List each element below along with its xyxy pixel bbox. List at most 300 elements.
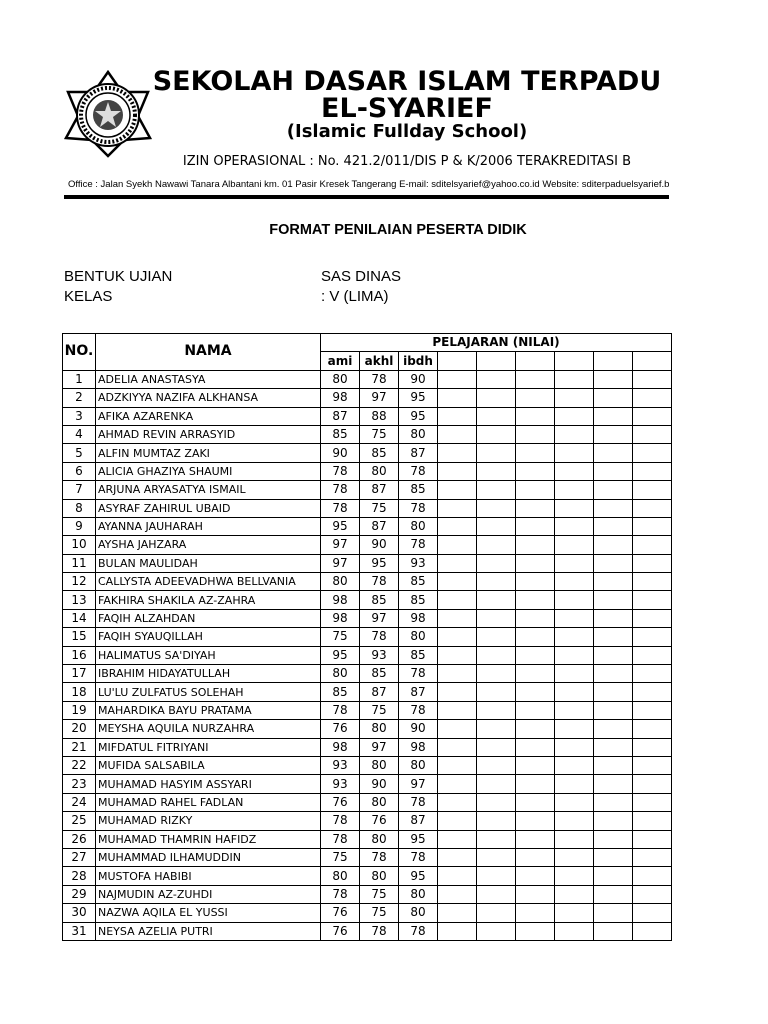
empty-cell <box>477 922 516 940</box>
empty-cell <box>633 738 672 756</box>
empty-cell <box>438 425 477 443</box>
grade-cell: 78 <box>399 499 438 517</box>
grade-cell: 78 <box>360 848 399 866</box>
student-name: AFIKA AZARENKA <box>96 407 321 425</box>
empty-subject-header <box>555 352 594 370</box>
empty-cell <box>438 683 477 701</box>
empty-cell <box>555 885 594 903</box>
table-row <box>63 793 672 811</box>
row-number: 11 <box>63 554 96 572</box>
row-number: 3 <box>63 407 96 425</box>
empty-subject-header <box>438 352 477 370</box>
student-name: AYSHA JAHZARA <box>96 536 321 554</box>
grade-cell: 85 <box>399 591 438 609</box>
grade-cell: 78 <box>399 922 438 940</box>
row-number: 30 <box>63 904 96 922</box>
empty-cell <box>633 462 672 480</box>
empty-cell <box>477 444 516 462</box>
grade-cell: 75 <box>360 885 399 903</box>
grade-cell: 75 <box>360 425 399 443</box>
empty-cell <box>516 904 555 922</box>
empty-cell <box>594 573 633 591</box>
form-title: FORMAT PENILAIAN PESERTA DIDIK <box>269 222 527 238</box>
empty-cell <box>438 756 477 774</box>
empty-cell <box>438 481 477 499</box>
empty-cell <box>555 425 594 443</box>
license-line: IZIN OPERASIONAL : No. 421.2/011/DIS P & K/2006 TERAKREDITASI B <box>182 154 632 169</box>
grade-cell: 80 <box>360 462 399 480</box>
empty-cell <box>633 370 672 388</box>
student-name: MUHAMAD RAHEL FADLAN <box>96 793 321 811</box>
empty-cell <box>516 536 555 554</box>
empty-cell <box>477 370 516 388</box>
empty-cell <box>555 867 594 885</box>
empty-cell <box>633 756 672 774</box>
student-name: MUHAMAD RIZKY <box>96 812 321 830</box>
exam-type-label: BENTUK UJIAN <box>64 268 173 285</box>
student-name: IBRAHIM HIDAYATULLAH <box>96 665 321 683</box>
empty-cell <box>633 812 672 830</box>
grade-cell: 75 <box>321 628 360 646</box>
grade-cell: 90 <box>399 720 438 738</box>
row-number: 9 <box>63 517 96 535</box>
grade-cell: 78 <box>321 812 360 830</box>
empty-cell <box>477 867 516 885</box>
student-name: NEYSA AZELIA PUTRI <box>96 922 321 940</box>
subject-header: ibdh <box>399 352 438 370</box>
school-name-line1: SEKOLAH DASAR ISLAM TERPADU <box>152 66 662 97</box>
grade-cell: 78 <box>399 536 438 554</box>
row-number: 21 <box>63 738 96 756</box>
empty-cell <box>438 499 477 517</box>
empty-cell <box>477 738 516 756</box>
student-name: MIFDATUL FITRIYANI <box>96 738 321 756</box>
grade-cell: 95 <box>321 517 360 535</box>
empty-cell <box>477 573 516 591</box>
empty-cell <box>477 481 516 499</box>
grade-cell: 87 <box>360 683 399 701</box>
empty-cell <box>633 922 672 940</box>
table-row <box>63 389 672 407</box>
table-row <box>63 554 672 572</box>
grade-cell: 97 <box>321 554 360 572</box>
empty-cell <box>594 370 633 388</box>
row-number: 16 <box>63 646 96 664</box>
empty-cell <box>477 830 516 848</box>
empty-cell <box>438 848 477 866</box>
student-name: MUFIDA SALSABILA <box>96 756 321 774</box>
empty-cell <box>438 830 477 848</box>
empty-cell <box>555 517 594 535</box>
row-number: 26 <box>63 830 96 848</box>
grade-cell: 78 <box>321 481 360 499</box>
empty-cell <box>594 628 633 646</box>
student-name: FAQIH SYAUQILLAH <box>96 628 321 646</box>
empty-cell <box>516 499 555 517</box>
empty-cell <box>516 738 555 756</box>
empty-cell <box>555 554 594 572</box>
grade-cell: 78 <box>360 573 399 591</box>
grade-cell: 85 <box>321 683 360 701</box>
grade-cell: 95 <box>399 407 438 425</box>
empty-cell <box>438 407 477 425</box>
empty-cell <box>555 720 594 738</box>
table-row <box>63 646 672 664</box>
empty-cell <box>633 573 672 591</box>
empty-cell <box>438 573 477 591</box>
grade-cell: 75 <box>360 499 399 517</box>
grade-cell: 93 <box>321 756 360 774</box>
grade-cell: 80 <box>360 756 399 774</box>
empty-cell <box>477 775 516 793</box>
empty-cell <box>555 646 594 664</box>
empty-subject-header <box>516 352 555 370</box>
student-name: FAQIH ALZAHDAN <box>96 609 321 627</box>
column-header-no: NO. <box>63 334 96 371</box>
empty-cell <box>555 609 594 627</box>
empty-cell <box>594 683 633 701</box>
empty-cell <box>594 756 633 774</box>
empty-cell <box>438 904 477 922</box>
empty-cell <box>516 646 555 664</box>
empty-cell <box>438 867 477 885</box>
grade-cell: 78 <box>399 701 438 719</box>
empty-cell <box>594 499 633 517</box>
empty-cell <box>555 922 594 940</box>
empty-cell <box>477 536 516 554</box>
grade-table <box>62 333 672 941</box>
empty-cell <box>516 830 555 848</box>
empty-cell <box>633 609 672 627</box>
grade-cell: 88 <box>360 407 399 425</box>
grade-cell: 90 <box>321 444 360 462</box>
student-name: FAKHIRA SHAKILA AZ-ZAHRA <box>96 591 321 609</box>
row-number: 13 <box>63 591 96 609</box>
grade-cell: 78 <box>321 701 360 719</box>
row-number: 10 <box>63 536 96 554</box>
grade-cell: 78 <box>399 793 438 811</box>
empty-cell <box>555 775 594 793</box>
grade-cell: 80 <box>399 756 438 774</box>
empty-cell <box>594 867 633 885</box>
grade-cell: 80 <box>321 370 360 388</box>
student-name: ALFIN MUMTAZ ZAKI <box>96 444 321 462</box>
grade-cell: 80 <box>360 867 399 885</box>
student-name: ARJUNA ARYASATYA ISMAIL <box>96 481 321 499</box>
grade-cell: 90 <box>360 775 399 793</box>
table-row <box>63 720 672 738</box>
grade-cell: 75 <box>360 904 399 922</box>
grade-cell: 78 <box>399 848 438 866</box>
empty-cell <box>477 701 516 719</box>
empty-cell <box>516 554 555 572</box>
empty-cell <box>633 499 672 517</box>
grade-cell: 87 <box>360 481 399 499</box>
column-header-subjects: PELAJARAN (NILAI) <box>321 334 672 352</box>
empty-cell <box>594 425 633 443</box>
grade-cell: 90 <box>399 370 438 388</box>
row-number: 23 <box>63 775 96 793</box>
row-number: 22 <box>63 756 96 774</box>
table-row <box>63 683 672 701</box>
empty-cell <box>633 848 672 866</box>
empty-cell <box>594 701 633 719</box>
grade-cell: 78 <box>360 628 399 646</box>
table-row <box>63 904 672 922</box>
empty-cell <box>516 591 555 609</box>
table-row <box>63 609 672 627</box>
empty-cell <box>477 812 516 830</box>
student-name: NAJMUDIN AZ-ZUHDI <box>96 885 321 903</box>
grade-cell: 97 <box>360 609 399 627</box>
empty-cell <box>516 407 555 425</box>
empty-cell <box>555 389 594 407</box>
grade-cell: 78 <box>399 462 438 480</box>
empty-cell <box>633 885 672 903</box>
table-row <box>63 536 672 554</box>
student-name: MEYSHA AQUILA NURZAHRA <box>96 720 321 738</box>
empty-cell <box>438 591 477 609</box>
grade-cell: 87 <box>360 517 399 535</box>
grade-cell: 98 <box>321 591 360 609</box>
empty-cell <box>633 389 672 407</box>
table-row <box>63 830 672 848</box>
empty-cell <box>555 444 594 462</box>
empty-cell <box>555 756 594 774</box>
row-number: 20 <box>63 720 96 738</box>
row-number: 6 <box>63 462 96 480</box>
table-row <box>63 573 672 591</box>
row-number: 31 <box>63 922 96 940</box>
empty-cell <box>633 444 672 462</box>
grade-cell: 80 <box>321 573 360 591</box>
office-address: Office : Jalan Syekh Nawawi Tanara Albantani km. 01 Pasir Kresek Tangerang E-mail: sditelsyarief@yahoo.co.id Website: sditerpaduelsyarief.b <box>68 179 670 190</box>
empty-cell <box>516 573 555 591</box>
grade-cell: 87 <box>399 444 438 462</box>
empty-cell <box>594 775 633 793</box>
empty-cell <box>477 646 516 664</box>
table-row <box>63 922 672 940</box>
grade-cell: 80 <box>360 720 399 738</box>
grade-cell: 85 <box>399 481 438 499</box>
grade-cell: 75 <box>321 848 360 866</box>
empty-cell <box>594 536 633 554</box>
student-name: LU'LU ZULFATUS SOLEHAH <box>96 683 321 701</box>
row-number: 1 <box>63 370 96 388</box>
grade-cell: 95 <box>321 646 360 664</box>
empty-cell <box>594 720 633 738</box>
grade-cell: 80 <box>360 830 399 848</box>
table-row <box>63 848 672 866</box>
empty-cell <box>438 370 477 388</box>
student-name: CALLYSTA ADEEVADHWA BELLVANIA <box>96 573 321 591</box>
table-row <box>63 591 672 609</box>
grade-cell: 78 <box>321 462 360 480</box>
class-label: KELAS <box>64 288 113 305</box>
grade-cell: 80 <box>399 628 438 646</box>
grade-cell: 80 <box>399 517 438 535</box>
grade-cell: 87 <box>321 407 360 425</box>
empty-cell <box>438 922 477 940</box>
row-number: 14 <box>63 609 96 627</box>
grade-cell: 97 <box>360 738 399 756</box>
empty-cell <box>477 848 516 866</box>
row-number: 24 <box>63 793 96 811</box>
table-row <box>63 885 672 903</box>
school-name-line2: EL-SYARIEF <box>321 93 493 124</box>
row-number: 7 <box>63 481 96 499</box>
empty-subject-header <box>594 352 633 370</box>
student-name: AHMAD REVIN ARRASYID <box>96 425 321 443</box>
table-row <box>63 756 672 774</box>
student-name: NAZWA AQILA EL YUSSI <box>96 904 321 922</box>
table-row <box>63 812 672 830</box>
student-name: ADZKIYYA NAZIFA ALKHANSA <box>96 389 321 407</box>
empty-cell <box>594 554 633 572</box>
empty-cell <box>516 701 555 719</box>
empty-cell <box>594 885 633 903</box>
empty-cell <box>438 609 477 627</box>
empty-cell <box>438 720 477 738</box>
empty-cell <box>477 609 516 627</box>
empty-cell <box>477 793 516 811</box>
empty-cell <box>633 628 672 646</box>
column-header-name: NAMA <box>96 334 321 371</box>
empty-cell <box>555 462 594 480</box>
empty-cell <box>438 701 477 719</box>
empty-cell <box>516 444 555 462</box>
grade-cell: 80 <box>321 665 360 683</box>
table-row <box>63 499 672 517</box>
row-number: 15 <box>63 628 96 646</box>
empty-cell <box>516 793 555 811</box>
grade-cell: 95 <box>399 830 438 848</box>
row-number: 27 <box>63 848 96 866</box>
empty-cell <box>477 462 516 480</box>
empty-cell <box>477 720 516 738</box>
empty-cell <box>438 775 477 793</box>
empty-cell <box>594 665 633 683</box>
grade-cell: 85 <box>360 444 399 462</box>
grade-cell: 76 <box>321 793 360 811</box>
empty-cell <box>594 646 633 664</box>
empty-cell <box>555 683 594 701</box>
empty-cell <box>633 517 672 535</box>
empty-cell <box>516 922 555 940</box>
grade-cell: 98 <box>321 609 360 627</box>
student-name: ALICIA GHAZIYA SHAUMI <box>96 462 321 480</box>
row-number: 2 <box>63 389 96 407</box>
grade-cell: 80 <box>399 425 438 443</box>
empty-cell <box>594 389 633 407</box>
grade-cell: 78 <box>321 499 360 517</box>
empty-cell <box>633 701 672 719</box>
empty-cell <box>633 665 672 683</box>
grade-cell: 98 <box>321 389 360 407</box>
empty-cell <box>555 370 594 388</box>
row-number: 5 <box>63 444 96 462</box>
empty-cell <box>555 701 594 719</box>
empty-cell <box>516 481 555 499</box>
table-row <box>63 462 672 480</box>
table-row <box>63 628 672 646</box>
empty-cell <box>555 738 594 756</box>
row-number: 4 <box>63 425 96 443</box>
row-number: 17 <box>63 665 96 683</box>
empty-cell <box>516 885 555 903</box>
empty-cell <box>516 720 555 738</box>
empty-cell <box>438 665 477 683</box>
empty-cell <box>633 536 672 554</box>
empty-cell <box>633 407 672 425</box>
grade-cell: 85 <box>321 425 360 443</box>
empty-cell <box>477 756 516 774</box>
empty-cell <box>594 591 633 609</box>
header-divider <box>64 195 669 199</box>
empty-cell <box>477 904 516 922</box>
empty-cell <box>516 775 555 793</box>
empty-cell <box>516 628 555 646</box>
empty-cell <box>633 646 672 664</box>
student-name: MUHAMAD HASYIM ASSYARI <box>96 775 321 793</box>
grade-cell: 98 <box>399 738 438 756</box>
grade-cell: 85 <box>360 665 399 683</box>
empty-cell <box>594 407 633 425</box>
grade-cell: 95 <box>399 867 438 885</box>
empty-cell <box>438 793 477 811</box>
empty-cell <box>438 554 477 572</box>
grade-cell: 87 <box>399 812 438 830</box>
student-name: ASYRAF ZAHIRUL UBAID <box>96 499 321 517</box>
grade-cell: 85 <box>360 591 399 609</box>
grade-cell: 80 <box>399 885 438 903</box>
grade-cell: 95 <box>360 554 399 572</box>
empty-cell <box>633 481 672 499</box>
student-name: MUHAMMAD ILHAMUDDIN <box>96 848 321 866</box>
empty-cell <box>633 554 672 572</box>
grade-cell: 76 <box>360 812 399 830</box>
empty-cell <box>438 536 477 554</box>
grade-cell: 98 <box>321 738 360 756</box>
grade-cell: 97 <box>321 536 360 554</box>
student-name: MAHARDIKA BAYU PRATAMA <box>96 701 321 719</box>
grade-cell: 93 <box>360 646 399 664</box>
empty-cell <box>516 425 555 443</box>
grade-cell: 85 <box>399 573 438 591</box>
empty-cell <box>633 425 672 443</box>
table-row <box>63 444 672 462</box>
empty-cell <box>555 536 594 554</box>
empty-cell <box>477 517 516 535</box>
empty-cell <box>633 775 672 793</box>
row-number: 19 <box>63 701 96 719</box>
empty-cell <box>516 867 555 885</box>
empty-cell <box>594 922 633 940</box>
table-row <box>63 517 672 535</box>
grade-cell: 76 <box>321 720 360 738</box>
table-row <box>63 701 672 719</box>
grade-cell: 76 <box>321 904 360 922</box>
subject-header: ami <box>321 352 360 370</box>
row-number: 28 <box>63 867 96 885</box>
grade-cell: 78 <box>321 830 360 848</box>
grade-cell: 78 <box>360 370 399 388</box>
table-row <box>63 665 672 683</box>
grade-rows <box>63 370 672 940</box>
empty-cell <box>477 591 516 609</box>
empty-cell <box>477 425 516 443</box>
empty-cell <box>633 830 672 848</box>
